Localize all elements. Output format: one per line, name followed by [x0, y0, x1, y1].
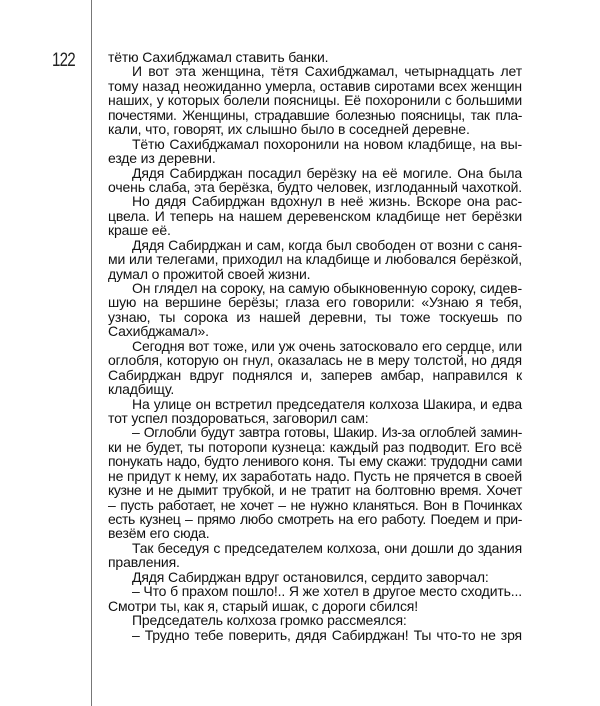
text-line: тот успел поздороваться, заговорил сам:: [108, 409, 369, 426]
text-line: Дядя Сабирджан и сам, когда был свободен от возни с саня-: [132, 236, 522, 253]
text-line: правления.: [108, 554, 180, 571]
text-line: Дядя Сабирджан посадил берёзку на её могиле. Она была: [132, 164, 522, 181]
page-number: 122: [52, 50, 75, 71]
text-line: понукать надо, будто ленивого коня. Ты ему скажи: трудодни сами: [108, 453, 522, 470]
text-line: кладбищу.: [108, 381, 175, 398]
text-line: есть кузнец – прямо любо смотреть на его работу. Поедем и при-: [108, 511, 522, 527]
text-line: Сабирджан вдруг поднялся и, заперев амбар, направился к: [108, 366, 522, 383]
text-line: кали, что, говорят, их слышно было в соседней деревне.: [108, 121, 470, 138]
text-line: очень слаба, эта берёзка, будто человек, изглоданный чахоткой.: [108, 178, 522, 195]
text-line: Смотри ты, как я, старый ишак, с дороги сбился!: [108, 597, 418, 614]
text-line: цвела. И теперь на нашем деревенском кладбище нет берёзки: [108, 207, 522, 224]
text-line: – Что б прахом пошло!.. Я же хотел в другое место сходить...: [132, 583, 522, 600]
body-text: [108, 50, 522, 642]
text-line: краше её.: [108, 222, 171, 239]
text-line: Сахибджамал».: [108, 323, 209, 340]
text-line: тётю Сахибджамал ставить банки.: [108, 49, 329, 65]
text-line: тому назад неожиданно умерла, оставив сиротами всех женщин: [108, 77, 522, 94]
text-line: На улице он встретил председателя колхоза Шакира, и едва: [132, 395, 522, 412]
text-line: Он глядел на сороку, на самую обыкновенную сороку, сидев-: [132, 280, 522, 296]
text-line: Дядя Сабирджан вдруг остановился, сердито заворчал:: [132, 568, 489, 585]
text-line: ми или телегами, приходил на кладбище и любовался берёзкой,: [108, 251, 522, 268]
text-line: ки не будет, ты поторопи кузнеца: каждый раз подводит. Его всё: [108, 438, 522, 455]
text-line: везём его сюда.: [108, 525, 210, 542]
text-line: Тётю Сахибджамал похоронили на новом кладбище, на вы-: [132, 135, 522, 152]
text-line: не придут к нему, их заработать надо. Пусть не прячется в своей: [108, 467, 522, 484]
text-line: Так беседуя с председателем колхоза, они дошли до здания: [132, 539, 522, 556]
text-line: Сегодня вот тоже, или уж очень затосковало его сердце, или: [132, 337, 522, 354]
text-line: Председатель колхоза громко рассмеялся:: [132, 612, 407, 629]
text-line: Но дядя Сабирджан вдохнул в неё жизнь. Вскоре она рас-: [132, 193, 522, 210]
text-line: наших, у которых болели поясницы. Её похоронили с большими: [108, 92, 522, 109]
text-line: думал о прожитой своей жизни.: [108, 265, 311, 282]
text-line: – Трудно тебе поверить, дядя Сабирджан! Ты что-то не зря: [132, 626, 522, 643]
margin-rule: [91, 0, 92, 706]
text-line: езде из деревни.: [108, 150, 216, 167]
text-line: почестями. Женщины, страдавшие болезнью поясницы, так пла-: [108, 106, 522, 123]
text-line: – Оглобли будут завтра готовы, Шакир. Из-за оглоблей замин-: [132, 424, 522, 441]
text-line: оглобля, которую он гнул, оказалась не в меру толстой, но дядя: [108, 352, 522, 369]
text-line: кузне и не дымит трубкой, и не тратит на болтовню время. Хочет: [108, 482, 522, 499]
text-line: шую на вершине берёзы; глаза его говорили: «Узнаю я тебя,: [108, 294, 522, 311]
text-line: узнаю, ты сорока из нашей деревни, ты тоже тоскуешь по: [108, 308, 522, 325]
text-line: И вот эта женщина, тётя Сахибджамал, четырнадцать лет: [132, 63, 522, 80]
text-line: – пусть работает, не хочет – не нужно кланяться. Вон в Починках: [108, 496, 522, 513]
